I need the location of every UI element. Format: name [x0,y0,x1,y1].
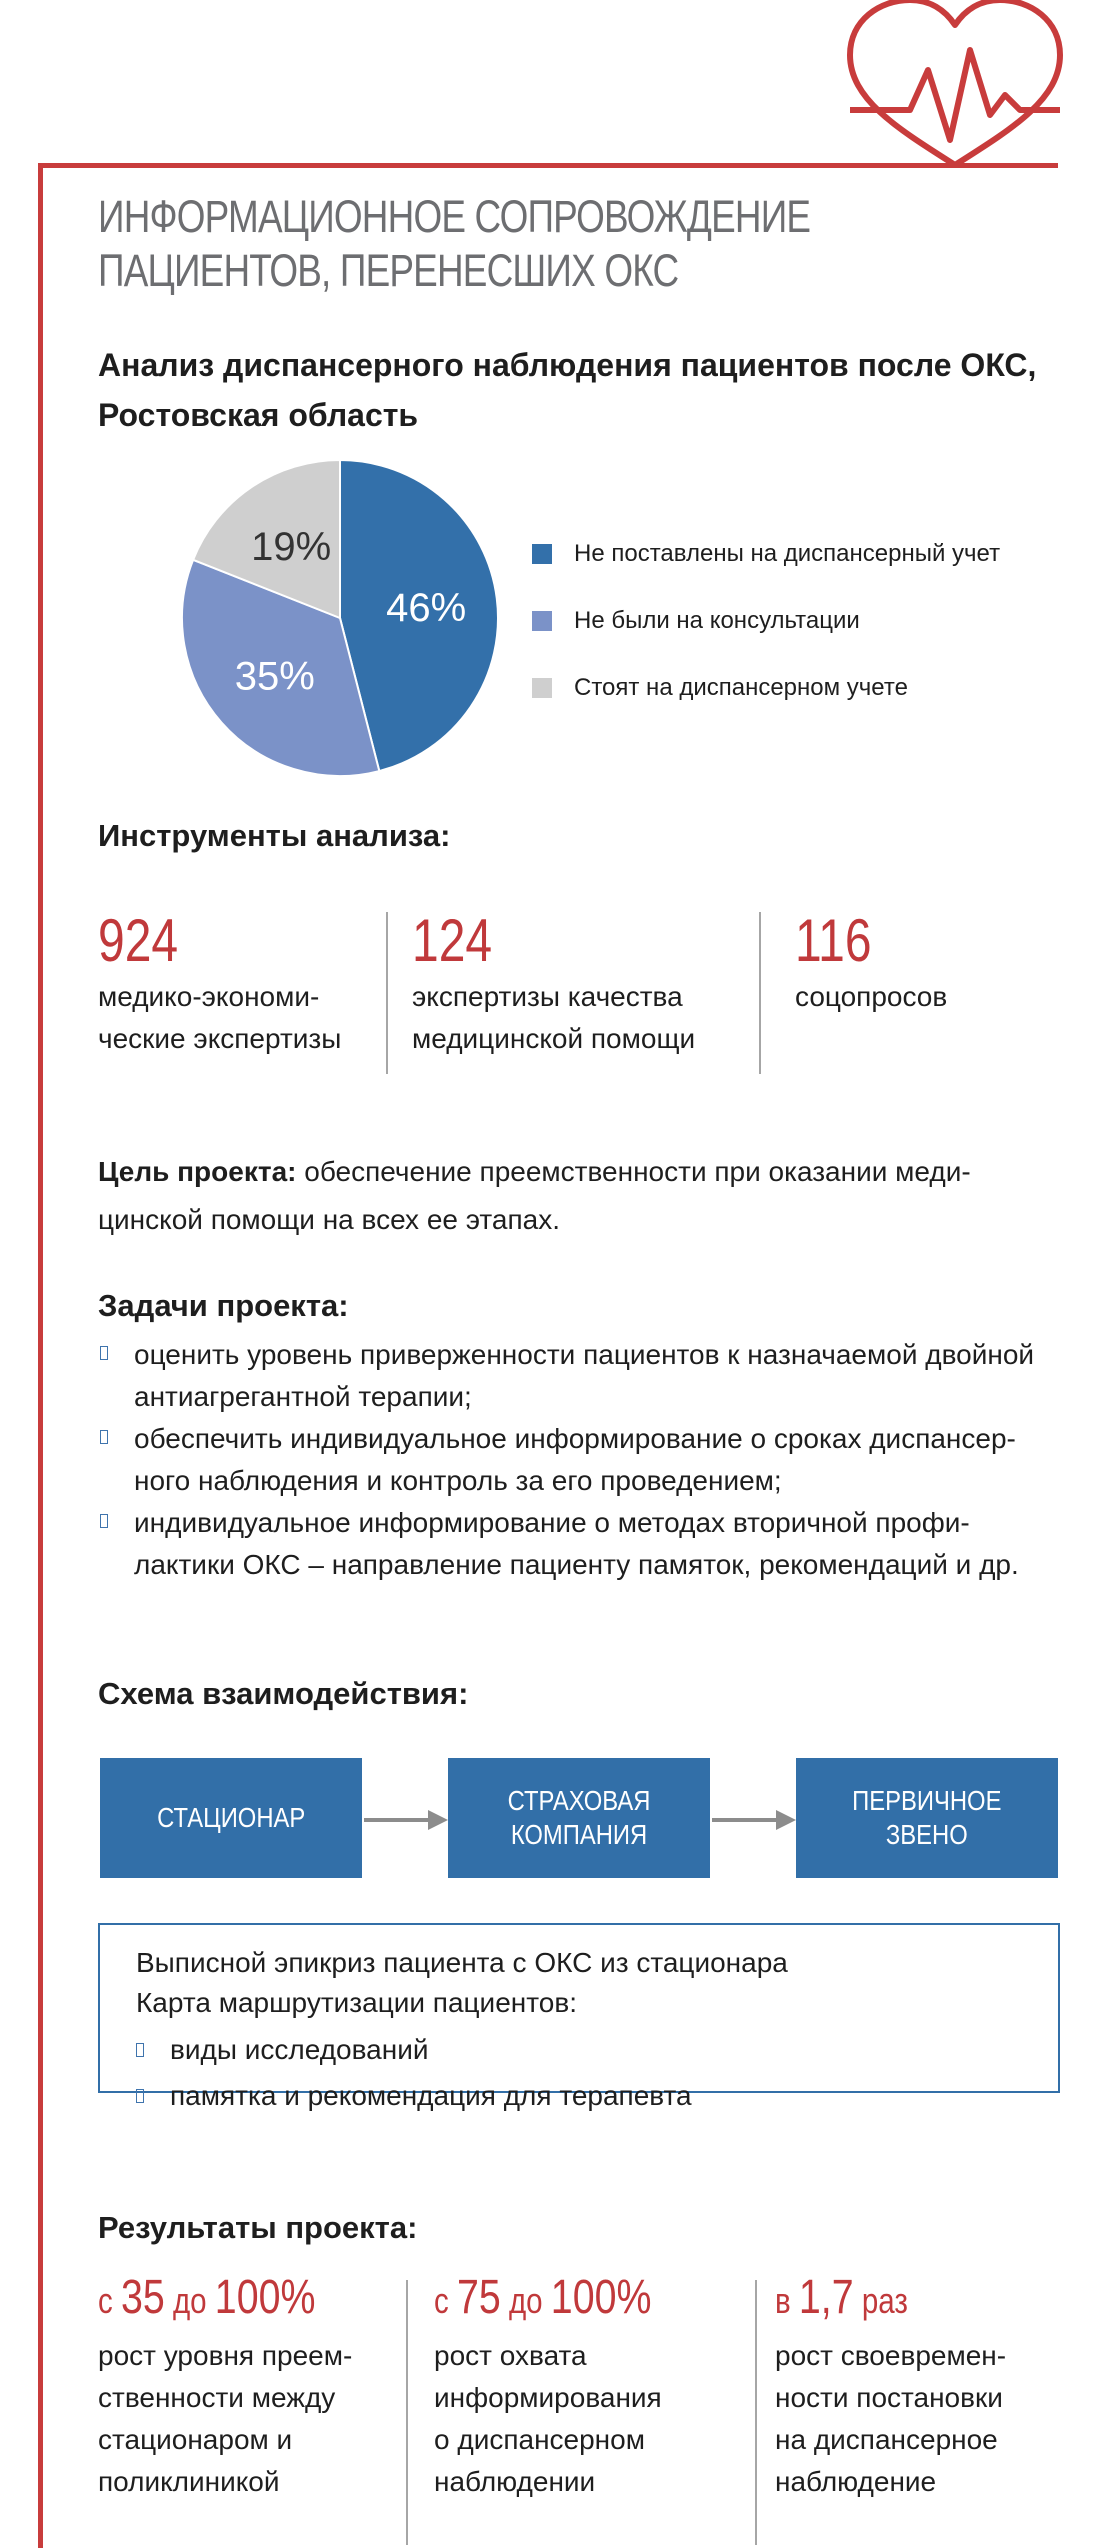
result-coverage [434,2268,754,2546]
legend-swatch [532,611,552,631]
divider [406,2280,408,2545]
stat-desc-line: медицинской помощи [412,1023,696,1054]
task-text: обеспечить индивидуальное информирование о сроках диспансер-ного наблюдения и контроль за его проведением; [134,1423,1016,1496]
result-number: 35 [120,2271,165,2324]
result-connector: до [500,2280,551,2321]
result-continuity [98,2268,398,2546]
tasks-title: Задачи проекта: [98,1288,349,1323]
task-text: индивидуальное информирование о методах вторичной профи-лактики ОКС – направление пациенту памяток, рекомендаций и др. [134,1507,1019,1580]
stat-desc [412,976,752,1060]
result-prefix: с [434,2280,457,2321]
divider [755,2280,757,2545]
results-title: Результаты проекта: [98,2210,418,2245]
stat-desc-line: медико-экономи- [98,981,320,1012]
result-connector: до [164,2280,215,2321]
pie-slice-label: 35% [234,654,315,699]
chart-legend [532,520,1052,721]
legend-label: Стоят на диспансерном учете [574,673,908,701]
legend-item [532,520,1052,587]
square-bullet-icon [136,2043,144,2057]
result-number: 100% [214,2271,316,2324]
stat-number: 924 [98,907,179,974]
result-connector: раз [853,2280,908,2321]
result-desc: рост охвата информирования о диспансерном наблюдении [434,2340,662,2497]
box-label: СТАЦИОНАР [156,1802,306,1833]
goal-text-line2: цинской помощи на всех ее этапах. [98,1204,561,1235]
schema-title: Схема взаимодействия: [98,1676,469,1711]
info-line: Карта маршрутизации пациентов: [136,1987,577,2018]
schema-info-box [98,1923,1060,2111]
result-prefix: в [775,2280,799,2321]
legend-swatch [532,544,552,564]
legend-label: Не поставлены на диспансерный учет [574,539,1001,567]
box-label: ПЕРВИЧНОЕ ЗВЕНО [852,1785,1002,1850]
square-bullet-icon [100,1430,108,1444]
list-item [98,1502,1058,1586]
box-insurance [448,1758,710,1878]
arrow-right-icon [364,1808,448,1832]
result-prefix: с [98,2280,121,2321]
tools-title: Инструменты анализа: [98,818,451,853]
result-desc: рост уровня преем- ственности между стационаром и поликлиникой [98,2340,353,2497]
box-label: СТРАХОВАЯ КОМПАНИЯ [507,1785,651,1850]
stat-number: 124 [412,907,493,974]
result-value [98,2268,344,2331]
tasks-list [98,1334,1058,1586]
result-desc: рост своевремен- ности постановки на диспансерное наблюдение [775,2340,1007,2497]
result-number: 100% [550,2271,652,2324]
list-item [136,2027,1022,2073]
stat-expertise-economic [98,908,378,1073]
stat-desc [795,976,1055,1018]
result-value [775,2268,1013,2331]
left-rule [38,163,43,2548]
stat-desc [98,976,378,1060]
info-item-text: памятка и рекомендация для терапевта [170,2080,692,2111]
square-bullet-icon [100,1346,108,1360]
arrow-right-icon [712,1808,796,1832]
legend-item [532,654,1052,721]
box-primary-care [796,1758,1058,1878]
result-number: 1,7 [798,2271,854,2324]
pie-slice-label: 19% [251,525,332,570]
stat-desc-line: экспертизы качества [412,981,683,1012]
stat-desc-line: соцопросов [795,981,948,1012]
list-item [98,1418,1058,1502]
chart-title: Анализ диспансерного наблюдения пациентов после ОКС, Ростовская область [98,347,1037,433]
goal-label: Цель проекта: [98,1156,297,1187]
legend-label: Не были на консультации [574,606,860,634]
divider [759,912,761,1074]
divider [386,912,388,1074]
list-item [98,1334,1058,1418]
list-item [136,2073,1022,2119]
stat-desc-line: ческие экспертизы [98,1023,342,1054]
info-line: Выписной эпикриз пациента с ОКС из стационара [136,1947,788,1978]
stat-number: 116 [795,907,872,974]
page-title-line2: ПАЦИЕНТОВ, ПЕРЕНЕСШИХ ОКС [98,245,679,296]
stat-surveys [795,908,1055,1073]
result-number: 75 [456,2271,501,2324]
goal-text: обеспечение преемственности при оказании меди- [296,1156,971,1187]
stat-expertise-quality [412,908,752,1073]
project-goal [98,1148,1058,1244]
page-title-line1: ИНФОРМАЦИОННОЕ СОПРОВОЖДЕНИЕ [98,191,811,242]
result-value [434,2268,696,2331]
legend-item [532,587,1052,654]
box-hospital [100,1758,362,1878]
info-list [136,2027,1022,2119]
legend-swatch [532,678,552,698]
info-item-text: виды исследований [170,2034,429,2065]
result-timeliness [775,2268,1065,2546]
task-text: оценить уровень приверженности пациентов к назначаемой двойной антиагрегантной терапии; [134,1339,1035,1412]
square-bullet-icon [136,2089,144,2103]
heart-pulse-icon [840,0,1070,175]
page-title [98,190,836,298]
pie-chart [180,458,500,778]
pie-slice-label: 46% [386,586,467,631]
square-bullet-icon [100,1514,108,1528]
